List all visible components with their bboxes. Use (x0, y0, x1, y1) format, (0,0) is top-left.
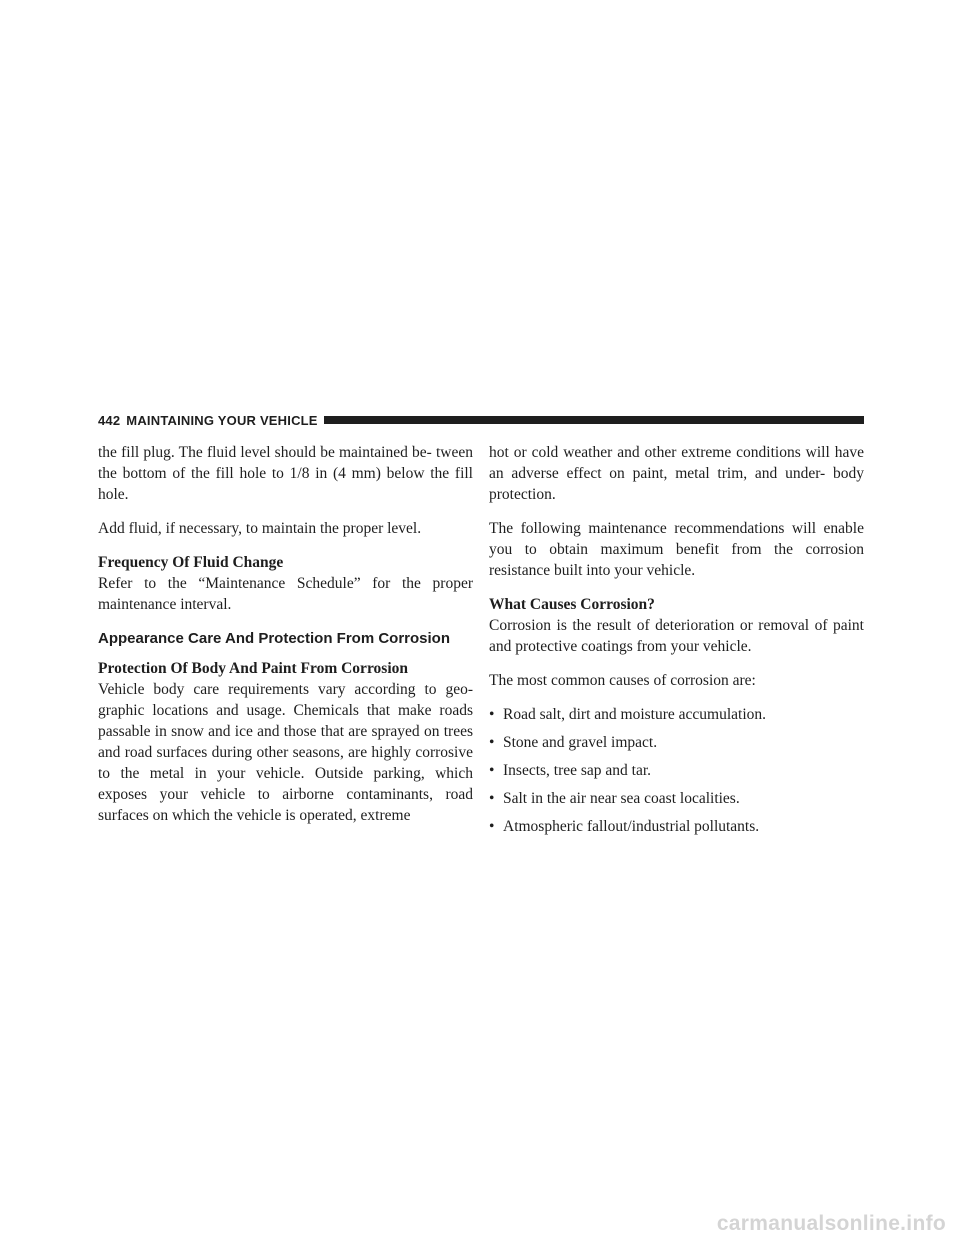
bullet-icon: • (489, 706, 495, 723)
frequency-paragraph: Refer to the “Maintenance Schedule” for the proper maintenance interval. (98, 575, 473, 613)
causes-heading: What Causes Corrosion? (489, 596, 655, 613)
add-fluid-paragraph: Add fluid, if necessary, to maintain the proper level. (98, 520, 422, 537)
causes-paragraph: Corrosion is the result of deterioration or removal of paint and protective coatings from your vehicle. (489, 617, 864, 655)
header-rule (324, 416, 864, 424)
page-number: 442 (98, 412, 121, 428)
right-column (489, 442, 864, 844)
watermark: carmanualsonline.info (716, 1212, 946, 1235)
fill-level-paragraph: the fill plug. The fluid level should be maintained be- tween the bottom of the fill hole to 1/8 in (4 mm) below the fill hole. (98, 444, 473, 503)
bullet-icon: • (489, 734, 495, 751)
list-item: • Atmospheric fallout/industrial pollutants. (489, 818, 760, 835)
section-title: MAINTAINING YOUR VEHICLE (126, 412, 318, 428)
appearance-care-heading: Appearance Care And Protection From Corrosion (98, 630, 451, 647)
list-item: • Road salt, dirt and moisture accumulation. (489, 706, 767, 723)
causes-list (489, 704, 864, 837)
weather-paragraph: hot or cold weather and other extreme conditions will have an adverse effect on paint, metal trim, and under- body protection. (489, 444, 864, 503)
bullet-icon: • (489, 818, 495, 835)
common-causes-intro: The most common causes of corrosion are: (489, 672, 756, 689)
recommendations-paragraph: The following maintenance recommendations will enable you to obtain maximum benefit from the corrosion resistance built into your vehicle. (489, 520, 864, 579)
bullet-icon: • (489, 790, 495, 807)
bullet-icon: • (489, 762, 495, 779)
left-column (98, 442, 473, 839)
protection-heading: Protection Of Body And Paint From Corrosion (98, 660, 408, 677)
list-item: • Stone and gravel impact. (489, 734, 658, 751)
list-item: • Salt in the air near sea coast localities. (489, 790, 740, 807)
page-header (98, 412, 864, 428)
list-item: • Insects, tree sap and tar. (489, 762, 652, 779)
protection-paragraph: Vehicle body care requirements vary according to geo- graphic locations and usage. Chemicals that make roads passable in snow and ice and those that are sprayed on trees and road surfaces during other seasons, are highly corrosive to the metal in your vehicle. Outside parking, which exposes your vehicle to airborne contaminants, road surfaces on which the vehicle is operated, extreme (98, 681, 473, 824)
frequency-heading: Frequency Of Fluid Change (98, 554, 284, 571)
